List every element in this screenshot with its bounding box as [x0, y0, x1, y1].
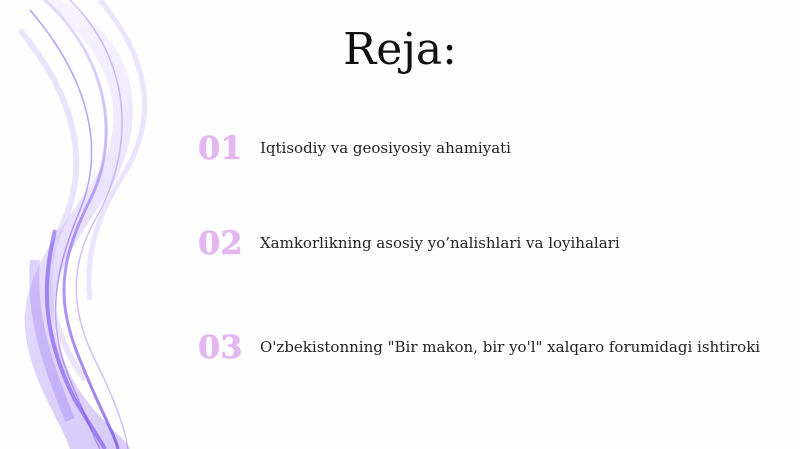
item-number: 03 [198, 328, 243, 366]
plan-item-2 [198, 221, 620, 265]
slide-title: Reja: [343, 24, 457, 75]
plan-item-3 [198, 325, 760, 369]
item-text: Xamkorlikning asosiy yo’nalishlari va loyihalari [260, 234, 620, 252]
item-number: 02 [198, 224, 243, 262]
plan-item-1 [198, 126, 511, 170]
purple-smoke-ribbon-icon [0, 0, 200, 449]
item-number: 01 [198, 129, 243, 167]
item-text: Iqtisodiy va geosiyosiy ahamiyati [260, 139, 511, 157]
item-text: O'zbekistonning "Bir makon, bir yo'l" xalqaro forumidagi ishtiroki [260, 338, 761, 356]
